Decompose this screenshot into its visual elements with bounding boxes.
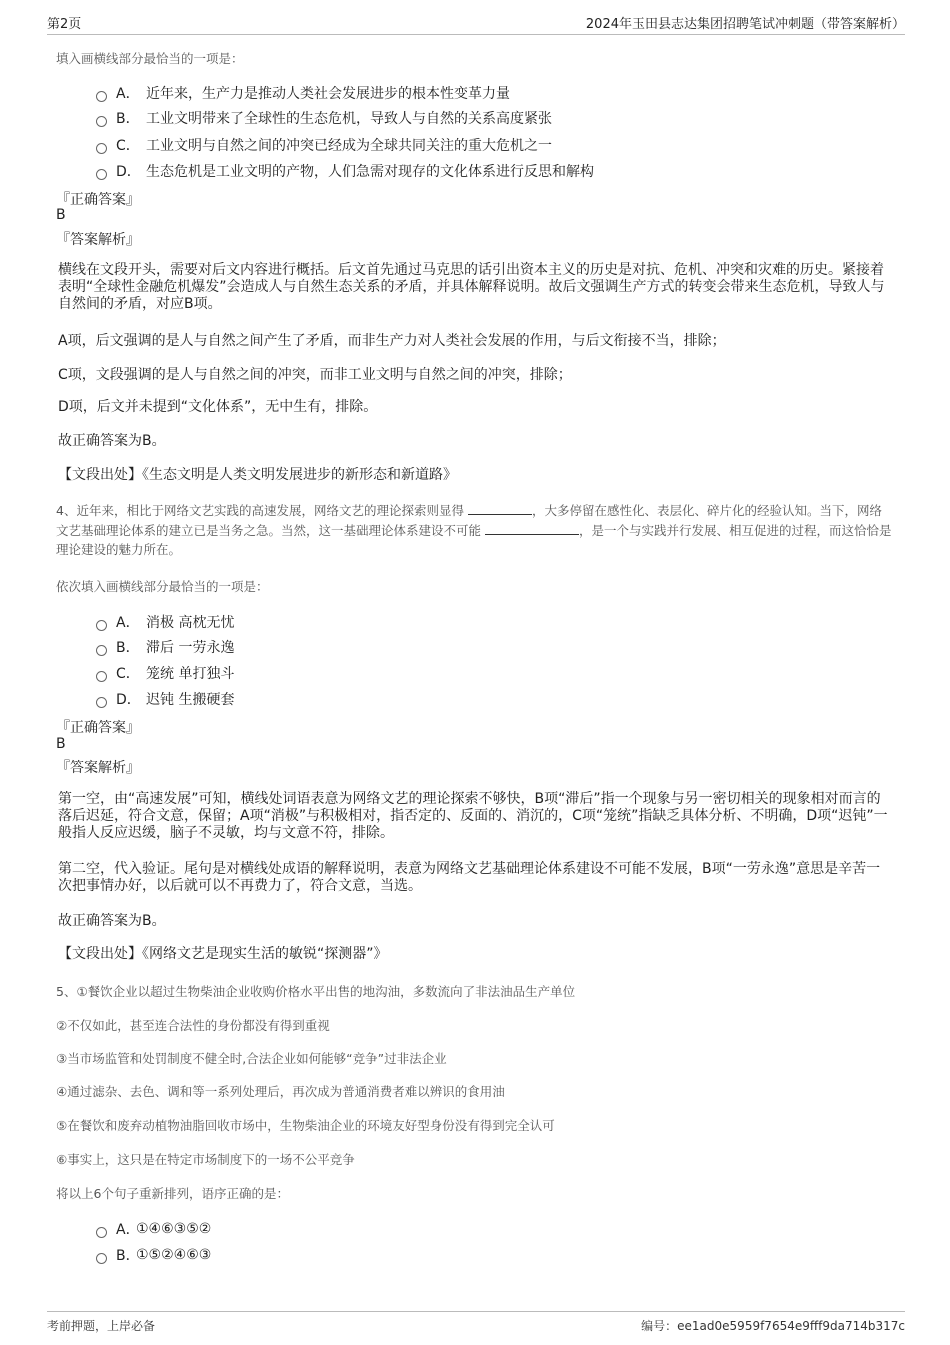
q4-answer-label: 『正确答案』 — [56, 720, 140, 736]
option-letter: D． — [116, 692, 141, 708]
q5-sentence-4: ④通过滤杂、去色、调和等一系列处理后，再次成为普通消费者难以辨识的食用油 — [56, 1084, 505, 1099]
q3-analysis-para-2: A项，后文强调的是人与自然之间产生了矛盾，而非生产力对人类社会发展的作用，与后文衔接不当，排除； — [58, 333, 726, 349]
radio-icon[interactable] — [96, 620, 107, 631]
radio-icon[interactable] — [96, 143, 107, 154]
q3-analysis-para-3: C项，文段强调的是人与自然之间的冲突，而非工业文明与自然之间的冲突，排除； — [58, 367, 572, 383]
option-letter: B． — [116, 640, 140, 656]
page-footer — [47, 1311, 905, 1334]
q3-option-d[interactable] — [96, 161, 594, 181]
document-title: 2024年玉田县志达集团招聘笔试冲刺题（带答案解析） — [585, 17, 905, 32]
q5-sentence-2: ②不仅如此，甚至连合法性的身份都没有得到重视 — [56, 1018, 330, 1033]
q4-blank-2 — [485, 522, 579, 535]
radio-icon[interactable] — [96, 1253, 107, 1264]
q3-prompt: 填入画横线部分最恰当的一项是： — [56, 51, 244, 66]
option-letter: C． — [116, 138, 140, 154]
option-text: 笼统 单打独斗 — [146, 666, 235, 682]
option-text: 工业文明与自然之间的冲突已经成为全球共同关注的重大危机之一 — [146, 138, 552, 154]
q5-prompt: 将以上6个句子重新排列，语序正确的是： — [56, 1186, 289, 1201]
q3-option-a[interactable] — [96, 83, 510, 103]
q3-analysis-label: 『答案解析』 — [56, 232, 140, 248]
q4-analysis-para-3: 故正确答案为B。 — [58, 913, 166, 929]
page-number: 第2页 — [47, 17, 82, 32]
option-letter: B． — [116, 1248, 140, 1264]
q4-stem-part-1: 4、近年来，相比于网络文艺实践的高速发展，网络文艺的理论探索则显得 — [56, 503, 464, 518]
q3-analysis-para-4: D项，后文并未提到“文化体系”，无中生有，排除。 — [58, 399, 378, 415]
option-text: ①⑤②④⑥③ — [136, 1247, 212, 1263]
q4-option-c[interactable] — [96, 663, 234, 683]
option-letter: A． — [116, 86, 140, 102]
q4-answer: B — [56, 736, 66, 752]
q3-analysis-para-1: 横线在文段开头，需要对后文内容进行概括。后文首先通过马克思的话引出资本主义的历史是对抗、危机、冲突和灾难的历史。紧接着表明“全球性金融危机爆发”会造成人与自然生态关系的矛盾，并具体解释说明。故后文强调生产方式的转变会带来生态危机，导致人与自然间的矛盾，对应B项。 — [58, 262, 885, 312]
q3-answer-label: 『正确答案』 — [56, 192, 140, 208]
q4-analysis-para-2: 第二空，代入验证。尾句是对横线处成语的解释说明，表意为网络文艺基础理论体系建设不可能不发展，B项“一劳永逸”意思是辛苦一次把事情办好，以后就可以不再费力了，符合文意，当选。 — [58, 861, 881, 894]
option-letter: D． — [116, 164, 141, 180]
option-text: 迟钝 生搬硬套 — [146, 692, 235, 708]
option-letter: A． — [116, 1222, 140, 1238]
q3-source: 【文段出处】《生态文明是人类文明发展进步的新形态和新道路》 — [58, 467, 457, 483]
option-text: 近年来，生产力是推动人类社会发展进步的根本性变革力量 — [146, 86, 510, 102]
q4-option-d[interactable] — [96, 689, 234, 709]
footer-slogan: 考前押题，上岸必备 — [47, 1319, 156, 1333]
q4-source: 【文段出处】《网络文艺是现实生活的敏锐“探测器”》 — [58, 946, 388, 962]
radio-icon[interactable] — [96, 91, 107, 102]
option-text: ①④⑥③⑤② — [136, 1221, 212, 1237]
option-text: 滞后 一劳永逸 — [146, 640, 235, 656]
q5-sentence-5: ⑤在餐饮和废弃动植物油脂回收市场中，生物柴油企业的环境友好型身份没有得到完全认可 — [56, 1118, 555, 1133]
radio-icon[interactable] — [96, 169, 107, 180]
q4-stem-part-2: ，大多停留在感性化、表层化、碎片化的经验认知。当下，网络文艺基础理论体系的建立已是当务之急。当然，这一基础理论体系建设不可能 — [56, 503, 882, 538]
q4-analysis-label: 『答案解析』 — [56, 760, 140, 776]
q3-option-c[interactable] — [96, 135, 552, 155]
q5-option-b[interactable] — [96, 1245, 211, 1265]
option-text: 消极 高枕无忧 — [146, 615, 235, 631]
q5-option-a[interactable] — [96, 1219, 211, 1239]
document-code: 编号：ee1ad0e5959f7654e9fff9da714b317c — [641, 1319, 905, 1333]
option-text: 工业文明带来了全球性的生态危机，导致人与自然的关系高度紧张 — [146, 111, 552, 127]
q3-answer: B — [56, 207, 66, 223]
q5-sentence-1: 5、①餐饮企业以超过生物柴油企业收购价格水平出售的地沟油，多数流向了非法油品生产单位 — [56, 984, 576, 999]
q3-analysis-para-5: 故正确答案为B。 — [58, 433, 166, 449]
radio-icon[interactable] — [96, 1227, 107, 1238]
option-letter: B． — [116, 111, 140, 127]
q4-blank-1 — [468, 502, 532, 515]
radio-icon[interactable] — [96, 645, 107, 656]
q4-option-b[interactable] — [96, 637, 234, 657]
page-header — [47, 12, 905, 35]
q5-sentence-6: ⑥事实上，这只是在特定市场制度下的一场不公平竞争 — [56, 1152, 355, 1167]
q4-analysis-para-1: 第一空，由“高速发展”可知，横线处词语表意为网络文艺的理论探索不够快，B项“滞后”指一个现象与另一密切相关的现象相对而言的落后迟延，符合文意，保留；A项“消极”与积极相对，指否定的、反面的、消沉的，C项“笼统”指缺乏具体分析、不明确，D项“迟钝”一般指人反应迟缓，脑子不灵敏，均与文意不符，排除。 — [58, 791, 888, 841]
option-letter: A． — [116, 615, 140, 631]
q4-prompt: 依次填入画横线部分最恰当的一项是： — [56, 579, 269, 594]
radio-icon[interactable] — [96, 671, 107, 682]
q3-option-b[interactable] — [96, 108, 552, 128]
option-text: 生态危机是工业文明的产物，人们急需对现存的文化体系进行反思和解构 — [146, 164, 594, 180]
radio-icon[interactable] — [96, 116, 107, 127]
q5-sentence-3: ③当市场监管和处罚制度不健全时,合法企业如何能够“竞争”过非法企业 — [56, 1051, 447, 1066]
q4-option-a[interactable] — [96, 612, 234, 632]
radio-icon[interactable] — [96, 697, 107, 708]
option-letter: C． — [116, 666, 140, 682]
q4-stem — [56, 501, 892, 560]
q4-stem-part-3: ，是一个与实践并行发展、相互促进的过程，而这恰恰是理论建设的魅力所在。 — [56, 522, 892, 557]
